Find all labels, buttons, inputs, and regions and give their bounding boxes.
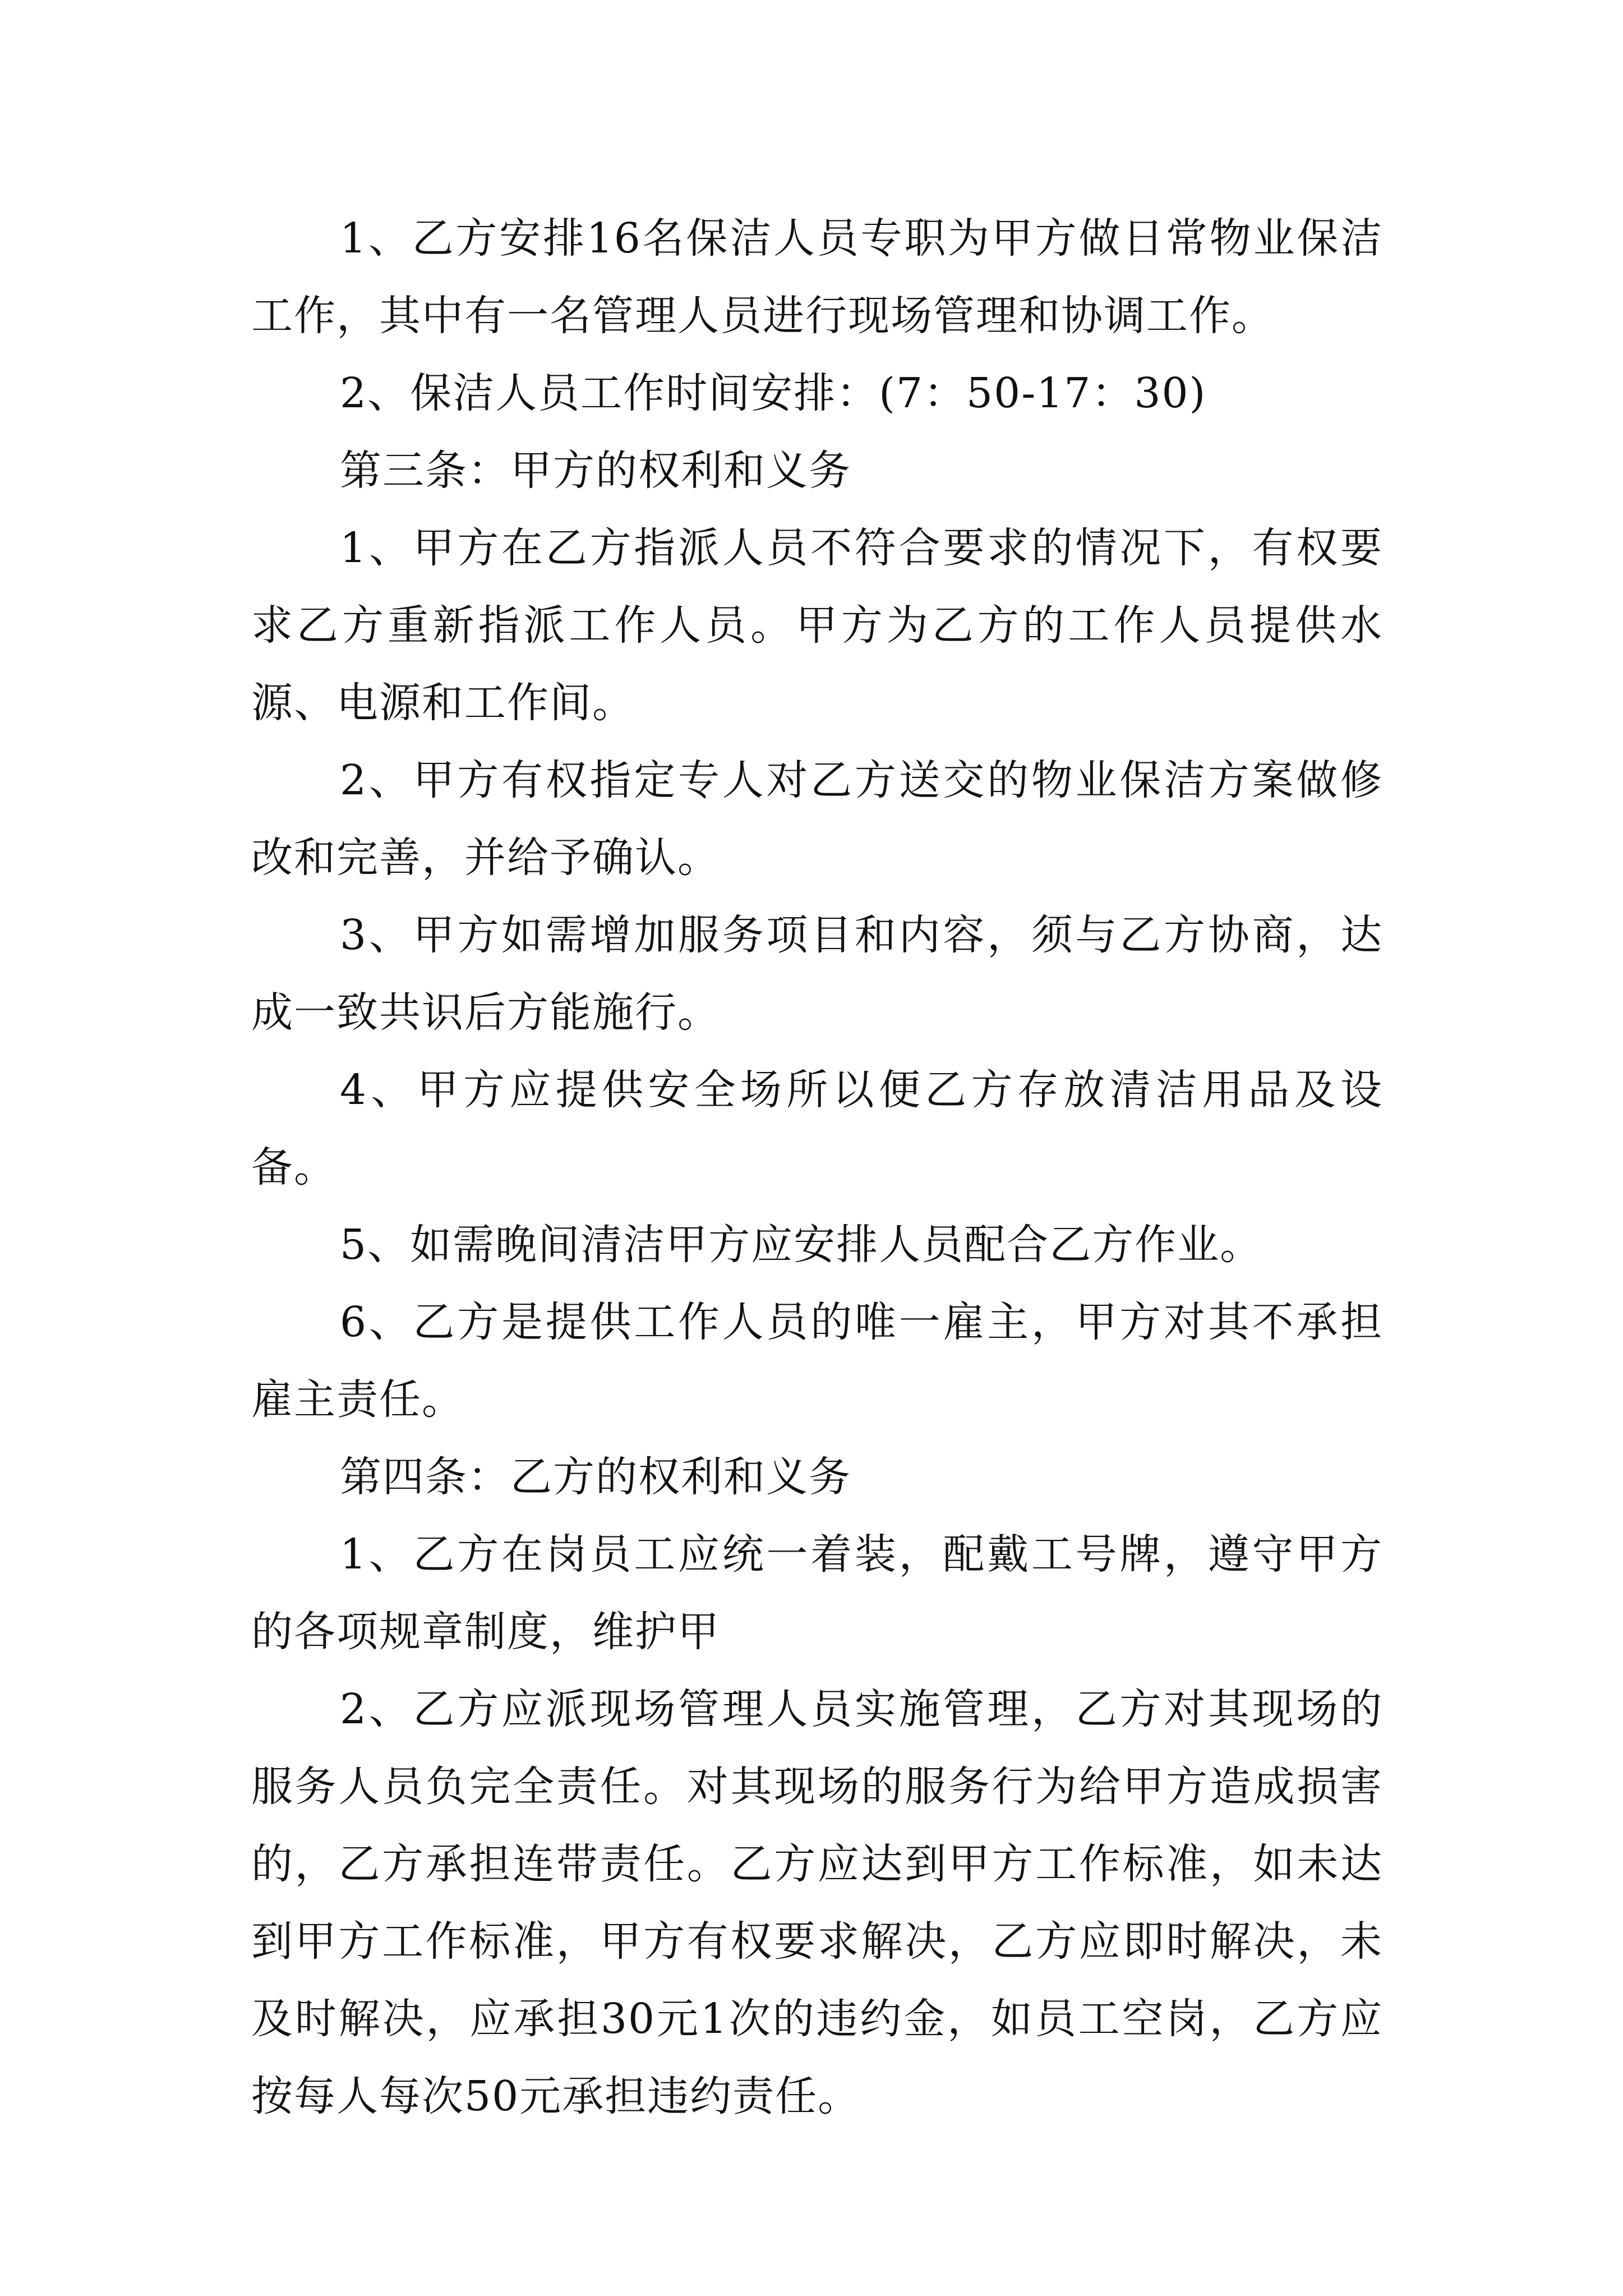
paragraph-party-a-item-2: 2、甲方有权指定专人对乙方送交的物业保洁方案做修改和完善，并给予确认。 <box>251 756 1383 882</box>
paragraph-party-a-item-4: 4、甲方应提供安全场所以便乙方存放清洁用品及设备。 <box>251 1066 1383 1191</box>
paragraph-work-hours: 2、保洁人员工作时间安排：(7：50-17：30) <box>340 369 1207 417</box>
paragraph-party-b-item-1: 1、乙方在岗员工应统一着装，配戴工号牌，遵守甲方的各项规章制度，维护甲 <box>251 1530 1383 1656</box>
paragraph-party-a-item-5: 5、如需晚间清洁甲方应安排人员配合乙方作业。 <box>340 1221 1263 1269</box>
document-body <box>251 200 1383 2135</box>
paragraph-party-b-item-2: 2、乙方应派现场管理人员实施管理，乙方对其现场的服务人员负完全责任。对其现场的服务行为给甲方造成损害的，乙方承担连带责任。乙方应达到甲方工作标准，如未达到甲方工作标准，甲方有权要求解决，乙方应即时解决，未及时解决，应承担30元1次的违约金，如员工空岗，乙方应按每人每次50元承担违约责任。 <box>251 1685 1383 2120</box>
paragraph-cleaning-staff: 1、乙方安排16名保洁人员专职为甲方做日常物业保洁工作，其中有一名管理人员进行现场管理和协调工作。 <box>251 214 1383 340</box>
section-heading-article-4: 第四条：乙方的权利和义务 <box>340 1453 851 1501</box>
paragraph-party-a-item-1: 1、甲方在乙方指派人员不符合要求的情况下，有权要求乙方重新指派工作人员。甲方为乙方的工作人员提供水源、电源和工作间。 <box>251 524 1383 727</box>
section-heading-article-3: 第三条：甲方的权利和义务 <box>340 447 851 495</box>
paragraph-party-a-item-6: 6、乙方是提供工作人员的唯一雇主，甲方对其不承担雇主责任。 <box>251 1298 1383 1424</box>
paragraph-party-a-item-3: 3、甲方如需增加服务项目和内容，须与乙方协商，达成一致共识后方能施行。 <box>251 911 1383 1037</box>
